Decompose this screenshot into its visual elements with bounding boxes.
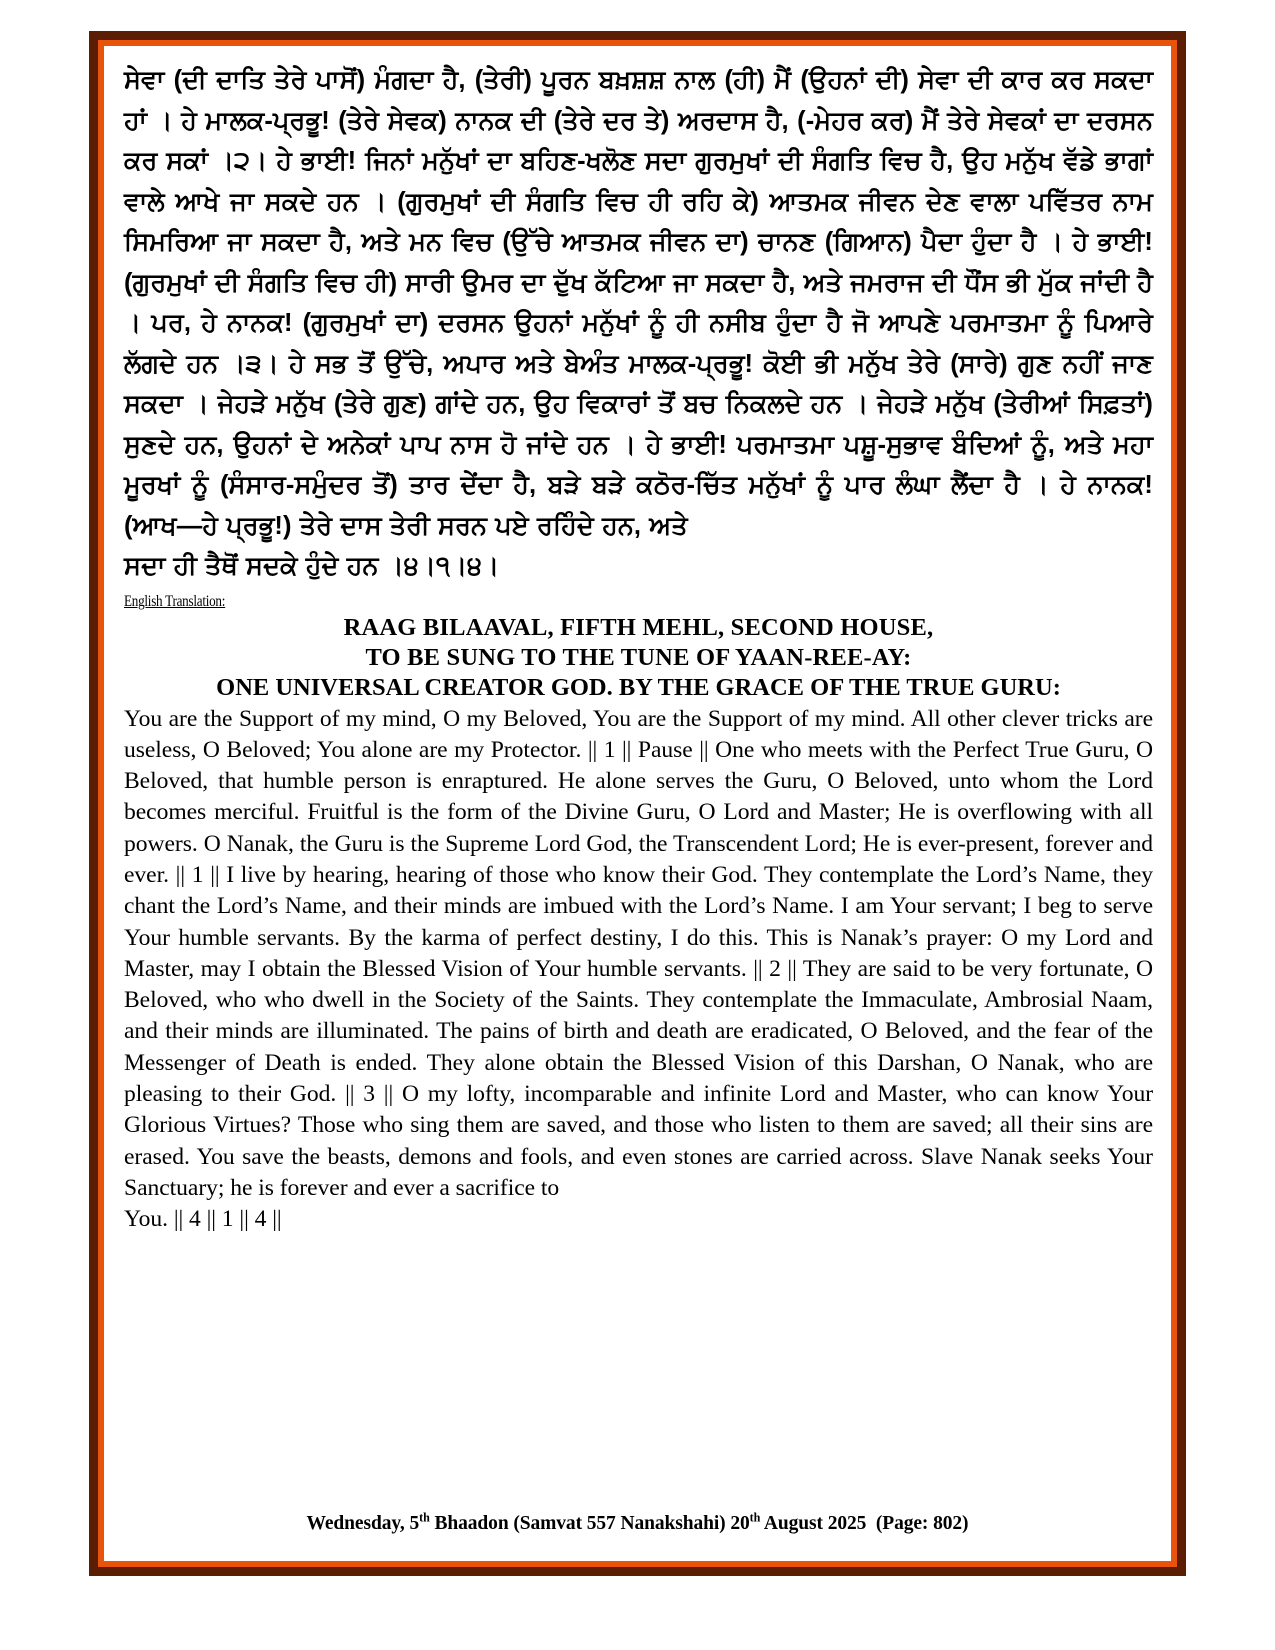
english-translation-body (124, 704, 1153, 1236)
translation-headings (124, 613, 1153, 703)
heading-raag-line: RAAG BILAAVAL, FIFTH MEHL, SECOND HOUSE, (343, 613, 934, 641)
footer-nanakshahi-day-suffix: th (419, 1510, 430, 1525)
document-page-border (89, 31, 1186, 1576)
footer-weekday: Wednesday, (306, 1513, 405, 1534)
gurmukhi-last-line: ਸਦਾ ਹੀ ਤੈਥੋਂ ਸਦਕੇ ਹੁੰਦੇ ਹਨ ।੪।੧।੪। (124, 552, 500, 580)
footer-gregorian-day-suffix: th (749, 1510, 761, 1525)
document-page-inner-border (98, 40, 1177, 1567)
footer-page-label: (Page: 802) (875, 1513, 969, 1534)
document-content (124, 60, 1153, 1555)
heading-mool-mantar-line: ONE UNIVERSAL CREATOR GOD. BY THE GRACE OF THE TRUE GURU: (216, 673, 1061, 701)
footer-gregorian-day: 20 (730, 1513, 750, 1534)
heading-tune-line: TO BE SUNG TO THE TUNE OF YAAN-REE-AY: (365, 643, 912, 671)
footer-nanakshahi-day: 5 (409, 1513, 420, 1534)
english-translation-label-wrap (124, 587, 1153, 611)
english-translation-label: English Translation: (124, 592, 226, 610)
footer-date-line (104, 1510, 1171, 1535)
footer-nanakshahi-month: Bhaadon (Samvat 557 Nanakshahi) (434, 1513, 726, 1534)
gurmukhi-paragraph: ਸੇਵਾ (ਦੀ ਦਾਤਿ ਤੇਰੇ ਪਾਸੋਂ) ਮੰਗਦਾ ਹੈ, (ਤੇਰੀ) ਪੂਰਨ ਬਖ਼ਸ਼ਸ਼ ਨਾਲ (ਹੀ) ਮੈਂ (ਉਹਨਾਂ ਦੀ) ਸੇਵਾ ਦੀ ਕਾਰ ਕਰ ਸਕਦਾ ਹਾਂ । ਹੇ ਮਾਲਕ-ਪ੍ਰਭੂ! (ਤੇਰੇ ਸੇਵਕ) ਨਾਨਕ ਦੀ (ਤੇਰੇ ਦਰ ਤੇ) ਅਰਦਾਸ ਹੈ, (-ਮੇਹਰ ਕਰ) ਮੈਂ ਤੇਰੇ ਸੇਵਕਾਂ ਦਾ ਦਰਸਨ ਕਰ ਸਕਾਂ ।੨। ਹੇ ਭਾਈ! ਜਿਨਾਂ ਮਨੁੱਖਾਂ ਦਾ ਬਹਿਣ-ਖਲੋਣ ਸਦਾ ਗੁਰਮੁਖਾਂ ਦੀ ਸੰਗਤਿ ਵਿਚ ਹੈ, ਉਹ ਮਨੁੱਖ ਵੱਡੇ ਭਾਗਾਂ ਵਾਲੇ ਆਖੇ ਜਾ ਸਕਦੇ ਹਨ । (ਗੁਰਮੁਖਾਂ ਦੀ ਸੰਗਤਿ ਵਿਚ ਹੀ ਰਹਿ ਕੇ) ਆਤਮਕ ਜੀਵਨ ਦੇਣ ਵਾਲਾ ਪਵਿੱਤਰ ਨਾਮ ਸਿਮਰਿਆ ਜਾ ਸਕਦਾ ਹੈ, ਅਤੇ ਮਨ ਵਿਚ (ਉੱਚੇ ਆਤਮਕ ਜੀਵਨ ਦਾ) ਚਾਨਣ (ਗਿਆਨ) ਪੈਦਾ ਹੁੰਦਾ ਹੈ । ਹੇ ਭਾਈ! (ਗੁਰਮੁਖਾਂ ਦੀ ਸੰਗਤਿ ਵਿਚ ਹੀ) ਸਾਰੀ ਉਮਰ ਦਾ ਦੁੱਖ ਕੱਟਿਆ ਜਾ ਸਕਦਾ ਹੈ, ਅਤੇ ਜਮਰਾਜ ਦੀ ਧੌਂਸ ਭੀ ਮੁੱਕ ਜਾਂਦੀ ਹੈ । ਪਰ, ਹੇ ਨਾਨਕ! (ਗੁਰਮੁਖਾਂ ਦਾ) ਦਰਸਨ ਉਹਨਾਂ ਮਨੁੱਖਾਂ ਨੂੰ ਹੀ ਨਸੀਬ ਹੁੰਦਾ ਹੈ ਜੋ ਆਪਣੇ ਪਰਮਾਤਮਾ ਨੂੰ ਪਿਆਰੇ ਲੱਗਦੇ ਹਨ ।੩। ਹੇ ਸਭ ਤੋਂ ਉੱਚੇ, ਅਪਾਰ ਅਤੇ ਬੇਅੰਤ ਮਾਲਕ-ਪ੍ਰਭੂ! ਕੋਈ ਭੀ ਮਨੁੱਖ ਤੇਰੇ (ਸਾਰੇ) ਗੁਣ ਨਹੀਂ ਜਾਣ ਸਕਦਾ । ਜੇਹੜੇ ਮਨੁੱਖ (ਤੇਰੇ ਗੁਣ) ਗਾਂਦੇ ਹਨ, ਉਹ ਵਿਕਾਰਾਂ ਤੋਂ ਬਚ ਨਿਕਲਦੇ ਹਨ । ਜੇਹੜੇ ਮਨੁੱਖ (ਤੇਰੀਆਂ ਸਿਫ਼ਤਾਂ) ਸੁਣਦੇ ਹਨ, ਉਹਨਾਂ ਦੇ ਅਨੇਕਾਂ ਪਾਪ ਨਾਸ ਹੋ ਜਾਂਦੇ ਹਨ । ਹੇ ਭਾਈ! ਪਰਮਾਤਮਾ ਪਸ਼ੂ-ਸੁਭਾਵ ਬੰਦਿਆਂ ਨੂੰ, ਅਤੇ ਮਹਾ ਮੂਰਖਾਂ ਨੂੰ (ਸੰਸਾਰ-ਸਮੁੰਦਰ ਤੋਂ) ਤਾਰ ਦੇਂਦਾ ਹੈ, ਬੜੇ ਬੜੇ ਕਠੋਰ-ਚਿੱਤ ਮਨੁੱਖਾਂ ਨੂੰ ਪਾਰ ਲੰਘਾ ਲੈਂਦਾ ਹੈ । ਹੇ ਨਾਨਕ! (ਆਖ—ਹੇ ਪ੍ਰਭੂ!) ਤੇਰੇ ਦਾਸ ਤੇਰੀ ਸਰਨ ਪਏ ਰਹਿੰਦੇ ਹਨ, ਅਤੇ (124, 66, 1153, 540)
gurmukhi-scripture-block (124, 60, 1153, 587)
english-body-paragraph: You are the Support of my mind, O my Beloved, You are the Support of my mind. All other clever tricks are useless, O Beloved; You alone are my Protector. || 1 || Pause || One who meets with the Perfect True Guru, O Beloved, that humble person is enraptured. He alone serves the Guru, O Beloved, unto whom the Lord becomes merciful. Fruitful is the form of the Divine Guru, O Lord and Master; He is overflowing with all powers. O Nanak, the Guru is the Supreme Lord God, the Transcendent Lord; He is ever-present, forever and ever. || 1 || I live by hearing, hearing of those who know their God. They contemplate the Lord’s Name, they chant the Lord’s Name, and their minds are imbued with the Lord’s Name. I am Your servant; I beg to serve Your humble servants. By the karma of perfect destiny, I do this. This is Nanak’s prayer: O my Lord and Master, may I obtain the Blessed Vision of Your humble servants. || 2 || They are said to be very fortunate, O Beloved, who who dwell in the Society of the Saints. They contemplate the Immaculate, Ambrosial Naam, and their minds are illuminated. The pains of birth and death are eradicated, O Beloved, and the fear of the Messenger of Death is ended. They alone obtain the Blessed Vision of this Darshan, O Nanak, who are pleasing to their God. || 3 || O my lofty, incomparable and infinite Lord and Master, who can know Your Glorious Virtues? Those who sing them are saved, and those who listen to them are saved; all their sins are erased. You save the beasts, demons and fools, and even stones are carried across. Slave Nanak seeks Your Sanctuary; he is forever and ever a sacrifice to (124, 705, 1153, 1201)
english-body-last-line: You. || 4 || 1 || 4 || (124, 1206, 282, 1233)
footer-gregorian-rest: August 2025 (763, 1513, 867, 1534)
